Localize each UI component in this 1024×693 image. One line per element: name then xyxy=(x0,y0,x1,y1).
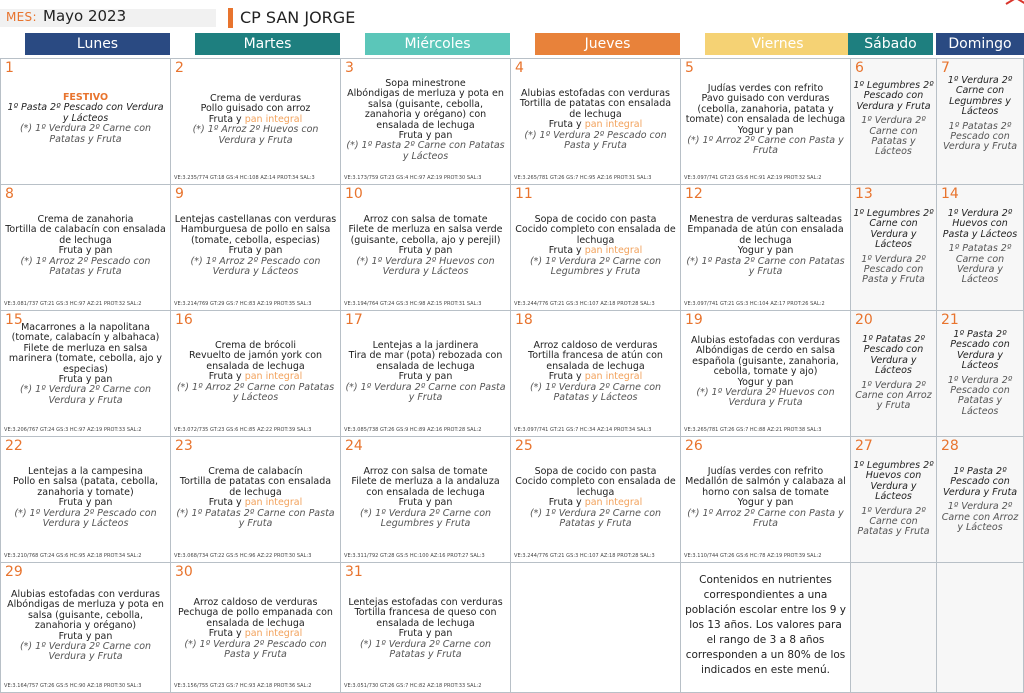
first-course: Sopa de cocido con pasta xyxy=(534,466,657,477)
dessert: Fruta y pan xyxy=(58,630,113,642)
main-menu: 1º Pasta 2º Pescado con Verdura y Lácteos xyxy=(7,102,164,124)
day-cell-11[interactable] xyxy=(510,184,681,311)
alt-menu: (*) 1º Arroz 2º Huevos con Verdura y Fruta xyxy=(192,124,319,146)
nutrition-info: VE:3.244/776 GT:21 GS:3 HC:107 AZ:18 PROT:28 SAL:3 xyxy=(514,301,655,307)
dessert: Fruta y pan integral xyxy=(208,371,303,383)
menu-text xyxy=(4,590,167,663)
alt-menu: (*) 1º Verdura 2º Huevos con Verdura y Lácteos xyxy=(356,255,495,278)
second-course: Pavo guisado con verduras (cebolla, zanahoria, patata y tomate) con ensalada de lechuga xyxy=(685,93,846,126)
menu-text xyxy=(4,467,167,529)
alt-menu: (*) 1º Verdura 2º Carne con Patatas y Fruta xyxy=(359,638,492,661)
dessert: Fruta y pan integral xyxy=(548,371,643,383)
day-number: 6 xyxy=(855,60,864,76)
day-sunday: Domingo xyxy=(936,33,1024,55)
menu-text xyxy=(344,341,507,403)
day-number: 23 xyxy=(175,438,193,454)
empty-cell xyxy=(850,562,937,693)
first-course: Crema de calabacín xyxy=(208,466,303,477)
month-value: Mayo 2023 xyxy=(43,7,127,25)
day-cell-31[interactable] xyxy=(340,562,511,693)
menu-text xyxy=(174,94,337,146)
first-course: Alubias estofadas con verduras xyxy=(521,88,670,99)
main-menu: 1º Legumbres 2º Carne con Verdura y Lácteos xyxy=(853,208,934,251)
day-number: 26 xyxy=(685,438,703,454)
first-course: Arroz caldoso de verduras xyxy=(193,597,318,608)
nutrition-info: VE:3.081/737 GT:21 GS:3 HC:97 AZ:21 PROT:32 SAL:2 xyxy=(4,301,142,307)
day-number: 20 xyxy=(855,312,873,328)
day-cell-7[interactable] xyxy=(936,58,1024,185)
day-number: 15 xyxy=(5,312,23,328)
second-course: Filete de merluza en salsa marinera (tomate, cebolla, ajo y especias) xyxy=(8,342,163,375)
school-accent-bar xyxy=(228,8,233,28)
nutrition-info: VE:3.265/781 GT:26 GS:7 HC:95 AZ:16 PROT:31 SAL:3 xyxy=(514,175,652,181)
day-number: 17 xyxy=(345,312,363,328)
main-menu: 1º Verdura 2º Carne con Legumbres y Lácteos xyxy=(947,75,1013,118)
first-course: Lentejas castellanas con verduras xyxy=(174,214,337,225)
day-cell-18[interactable] xyxy=(510,310,681,437)
menu-text xyxy=(514,89,677,151)
day-cell-26[interactable] xyxy=(680,436,851,563)
first-course: Sopa de cocido con pasta xyxy=(534,214,657,225)
dessert: Fruta y pan integral xyxy=(208,628,303,640)
main-menu: 1º Verdura 2º Huevos con Pasta y Lácteos xyxy=(942,208,1018,240)
second-course: Medallón de salmón y calabaza al horno con salsa de tomate xyxy=(685,476,846,498)
dessert: Fruta y pan xyxy=(398,497,453,509)
day-number: 11 xyxy=(515,186,533,202)
first-course: Alubias estofadas con verduras xyxy=(691,335,840,346)
dessert: Fruta y pan integral xyxy=(208,497,303,509)
first-course: Crema de verduras xyxy=(209,93,302,104)
month-label: MES: xyxy=(6,10,37,24)
alt-menu: (*) 1º Verdura 2º Huevos con Verdura y Fruta xyxy=(696,387,835,409)
menu-text xyxy=(514,341,677,403)
main-menu: 1º Legumbres 2º Huevos con Verdura y Lácteos xyxy=(853,460,934,503)
day-number: 19 xyxy=(685,312,703,328)
dessert: Fruta y pan xyxy=(398,628,453,640)
day-number: 3 xyxy=(345,60,354,76)
day-cell-6[interactable] xyxy=(850,58,937,185)
nutrition-note-cell xyxy=(680,562,851,693)
first-course: Judías verdes con refrito xyxy=(707,83,824,94)
first-course: Arroz con salsa de tomate xyxy=(363,214,488,225)
nutrition-note: Contenidos en nutrientes correspondientes a una población escolar entre los 9 y los 13 años. Los valores para el rango de 3 a 8 años corresponden a un 80% de los indicados en este menú. xyxy=(685,574,846,676)
weekday-header xyxy=(0,33,1024,55)
alt-menu: (*) 1º Verdura 2º Pescado con Pasta y Fruta xyxy=(524,129,667,152)
second-course: Tortilla de patatas con ensalada de lechuga xyxy=(179,476,332,498)
alt-menu: 1º Verdura 2º Pescado con Patatas y Lácteos xyxy=(947,374,1013,417)
menu-text xyxy=(344,215,507,277)
second-course: Tortilla de patatas con ensalada de lechuga xyxy=(519,98,672,120)
day-number: 28 xyxy=(941,438,959,454)
day-cell-23[interactable] xyxy=(170,436,341,563)
day-number: 4 xyxy=(515,60,524,76)
menu-text xyxy=(684,84,847,157)
day-cell-25[interactable] xyxy=(510,436,681,563)
month-field xyxy=(0,9,216,27)
main-menu: 1º Legumbres 2º Pescado con Verdura y Fruta xyxy=(853,80,934,112)
day-cell-20[interactable] xyxy=(850,310,937,437)
day-cell-3[interactable] xyxy=(340,58,511,185)
day-number: 18 xyxy=(515,312,533,328)
day-cell-15[interactable] xyxy=(0,310,171,437)
nutrition-info: VE:3.194/764 GT:24 GS:3 HC:98 AZ:15 PROT:31 SAL:3 xyxy=(344,301,482,307)
menu-text xyxy=(4,323,167,406)
alt-menu: (*) 1º Verdura 2º Carne con Verdura y Fruta xyxy=(19,384,152,406)
nutrition-info: VE:3.085/738 GT:26 GS:9 HC:89 AZ:16 PROT:28 SAL:2 xyxy=(344,427,482,433)
dessert: Fruta y pan xyxy=(398,371,453,383)
alt-menu: (*) 1º Verdura 2º Carne con Patatas y Lácteos xyxy=(529,381,662,404)
dessert: Fruta y pan integral xyxy=(548,119,643,131)
alt-menu: 1º Patatas 2º Pescado con Verdura y Fruta xyxy=(942,120,1018,153)
nutrition-info: VE:3.214/769 GT:29 GS:7 HC:83 AZ:19 PROT:35 SAL:3 xyxy=(174,301,312,307)
day-cell-27[interactable] xyxy=(850,436,937,563)
day-number: 31 xyxy=(345,564,363,580)
day-number: 14 xyxy=(941,186,959,202)
alt-menu: (*) 1º Pasta 2º Carne con Patatas y Lácteos xyxy=(346,140,505,162)
alt-menu: (*) 1º Verdura 2º Carne con Patatas y Fruta xyxy=(19,123,152,145)
day-cell-8[interactable] xyxy=(0,184,171,311)
alt-menu: (*) 1º Verdura 2º Carne con Legumbres y Fruta xyxy=(529,255,662,278)
second-course: Revuelto de jamón york con ensalada de lechuga xyxy=(188,350,323,372)
day-cell-1[interactable] xyxy=(0,58,171,185)
nutrition-info: VE:3.164/757 GT:26 GS:5 HC:90 AZ:18 PROT:30 SAL:3 xyxy=(4,683,142,689)
day-cell-9[interactable] xyxy=(170,184,341,311)
day-thursday: Jueves xyxy=(535,33,680,55)
main-menu: 1º Pasta 2º Pescado con Verdura y Fruta xyxy=(942,466,1018,498)
first-course: Sopa minestrone xyxy=(385,78,466,89)
day-cell-5[interactable] xyxy=(680,58,851,185)
empty-cell xyxy=(510,562,681,693)
nutrition-info: VE:3.068/734 GT:22 GS:5 HC:96 AZ:22 PROT:30 SAL:3 xyxy=(174,553,312,559)
day-cell-10[interactable] xyxy=(340,184,511,311)
day-number: 21 xyxy=(941,312,959,328)
first-course: Alubias estofadas con verduras xyxy=(11,589,160,600)
holiday-label: FESTIVO xyxy=(62,92,109,103)
day-number: 16 xyxy=(175,312,193,328)
second-course: Pollo en salsa (patata, cebolla, zanahoria y tomate) xyxy=(12,476,159,498)
first-course: Arroz caldoso de verduras xyxy=(533,340,658,351)
second-course: Tira de mar (pota) rebozada con ensalada de lechuga xyxy=(348,350,503,372)
dessert: Fruta y pan integral xyxy=(548,245,643,257)
menu-text xyxy=(514,467,677,529)
nutrition-info: VE:3.051/730 GT:26 GS:7 HC:82 AZ:18 PROT:33 SAL:2 xyxy=(344,683,482,689)
second-course: Cocido completo con ensalada de lechuga xyxy=(515,224,676,246)
day-cell-2[interactable] xyxy=(170,58,341,185)
alt-menu: (*) 1º Arroz 2º Carne con Patatas y Lácteos xyxy=(176,381,335,404)
second-course: Hamburguesa de pollo en salsa (tomate, cebolla, especias) xyxy=(180,224,331,246)
day-number: 29 xyxy=(5,564,23,580)
dessert: Fruta y pan xyxy=(58,245,113,257)
second-course: Filete de merluza a la andaluza con ensalada de lechuga xyxy=(351,476,500,498)
calendar-grid xyxy=(0,58,1024,693)
main-menu: 1º Pasta 2º Pescado con Verdura y Lácteos xyxy=(950,329,1010,372)
first-course: Crema de brócoli xyxy=(214,340,297,351)
dessert: Fruta y pan integral xyxy=(548,497,643,509)
alt-menu: (*) 1º Verdura 2º Carne con Patatas y Fruta xyxy=(529,507,662,530)
day-cell-19[interactable] xyxy=(680,310,851,437)
empty-cell xyxy=(936,562,1024,693)
dessert: Yogur y pan xyxy=(737,497,794,509)
day-cell-4[interactable] xyxy=(510,58,681,185)
menu-text xyxy=(344,79,507,162)
day-number: 2 xyxy=(175,60,184,76)
first-course: Lentejas estofadas con verduras xyxy=(348,597,503,608)
day-number: 10 xyxy=(345,186,363,202)
day-friday: Viernes xyxy=(705,33,850,55)
first-course: Menestra de verduras salteadas xyxy=(689,214,842,225)
second-course: Tortilla de calabacín con ensalada de lechuga xyxy=(5,224,166,246)
alt-menu: (*) 1º Verdura 2º Carne con Legumbres y Fruta xyxy=(359,507,492,530)
day-wednesday: Miércoles xyxy=(365,33,510,55)
alt-menu: (*) 1º Pasta 2º Carne con Patatas y Fruta xyxy=(686,255,845,278)
nutrition-info: VE:3.265/781 GT:26 GS:7 HC:88 AZ:21 PROT:38 SAL:3 xyxy=(684,427,822,433)
second-course: Tortilla francesa de atún con ensalada de lechuga xyxy=(528,350,663,372)
day-monday: Lunes xyxy=(25,33,170,55)
menu-text xyxy=(174,467,337,529)
nutrition-info: VE:3.210/768 GT:24 GS:6 HC:95 AZ:18 PROT:34 SAL:2 xyxy=(4,553,142,559)
first-course: Judías verdes con refrito xyxy=(707,466,824,477)
nutrition-info: VE:3.206/767 GT:24 GS:3 HC:97 AZ:19 PROT:33 SAL:2 xyxy=(4,427,142,433)
menu-text xyxy=(174,215,337,277)
second-course: Albóndigas de cerdo en salsa española (guisante, zanahoria, cebolla, tomate y ajo) xyxy=(692,345,839,378)
day-number: 9 xyxy=(175,186,184,202)
day-number: 7 xyxy=(941,60,950,76)
nutrition-info: VE:3.097/741 GT:23 GS:6 HC:91 AZ:19 PROT:32 SAL:2 xyxy=(684,175,822,181)
alt-menu: 1º Verdura 2º Carne con Patatas y Fruta xyxy=(857,505,930,538)
dessert: Yogur y pan xyxy=(737,124,794,136)
day-cell-16[interactable] xyxy=(170,310,341,437)
first-course: Arroz con salsa de tomate xyxy=(363,466,488,477)
dessert: Fruta y pan integral xyxy=(208,113,303,125)
day-cell-28[interactable] xyxy=(936,436,1024,563)
nutrition-info: VE:3.244/776 GT:21 GS:3 HC:107 AZ:18 PROT:28 SAL:3 xyxy=(514,553,655,559)
nutrition-info: VE:3.097/741 GT:21 GS:3 HC:104 AZ:17 PROT:26 SAL:2 xyxy=(684,301,825,307)
day-saturday: Sábado xyxy=(848,33,933,55)
second-course: Pollo guisado con arroz xyxy=(200,103,311,115)
menu-text xyxy=(853,81,934,158)
menu-text xyxy=(4,215,167,277)
day-cell-17[interactable] xyxy=(340,310,511,437)
second-course: Filete de merluza en salsa verde (guisante, cebolla, ajo y perejil) xyxy=(348,224,503,246)
day-number: 24 xyxy=(345,438,363,454)
day-number: 12 xyxy=(685,186,703,202)
dessert: Fruta y pan xyxy=(58,374,113,386)
menu-text xyxy=(853,335,934,412)
first-course: Macarrones a la napolitana (tomate, calabacín y albahaca) xyxy=(11,322,160,344)
day-number: 8 xyxy=(5,186,14,202)
alt-menu: 1º Patatas 2º Carne con Verdura y Lácteos xyxy=(948,243,1012,286)
alt-menu: 1º Verdura 2º Pescado con Pasta y Fruta xyxy=(861,253,926,286)
alt-menu: (*) 1º Verdura 2º Pescado con Verdura y Lácteos xyxy=(14,507,157,530)
day-number: 22 xyxy=(5,438,23,454)
corner-logo-icon xyxy=(1004,0,1024,6)
day-cell-13[interactable] xyxy=(850,184,937,311)
day-number: 1 xyxy=(5,60,14,76)
day-cell-30[interactable] xyxy=(170,562,341,693)
menu-text xyxy=(853,461,934,538)
menu-text xyxy=(684,336,847,409)
alt-menu: 1º Verdura 2º Carne con Arroz y Fruta xyxy=(855,379,932,412)
dessert: Fruta y pan xyxy=(58,497,113,509)
nutrition-info: VE:3.311/792 GT:28 GS:5 HC:100 AZ:16 PROT:27 SAL:3 xyxy=(344,553,485,559)
day-number: 25 xyxy=(515,438,533,454)
alt-menu: (*) 1º Verdura 2º Pescado con Pasta y Fruta xyxy=(184,638,327,661)
first-course: Crema de zanahoria xyxy=(37,214,134,225)
day-cell-24[interactable] xyxy=(340,436,511,563)
nutrition-info: VE:3.097/741 GT:21 GS:7 HC:34 AZ:14 PROT:34 SAL:3 xyxy=(514,427,652,433)
school-name: CP SAN JORGE xyxy=(240,8,356,27)
day-tuesday: Martes xyxy=(195,33,340,55)
alt-menu: (*) 1º Arroz 2º Pescado con Patatas y Fruta xyxy=(20,255,151,278)
menu-text xyxy=(174,341,337,403)
menu-text xyxy=(939,330,1021,417)
dessert: Fruta y pan xyxy=(228,245,283,257)
nutrition-info: VE:3.072/735 GT:23 GS:6 HC:85 AZ:22 PROT:39 SAL:3 xyxy=(174,427,312,433)
first-course: Lentejas a la campesina xyxy=(28,466,143,477)
alt-menu: (*) 1º Arroz 2º Carne con Pasta y Fruta xyxy=(687,507,844,530)
second-course: Albóndigas de merluza y pota en salsa (guisante, cebolla, zanahoria y orégano) xyxy=(7,599,164,632)
menu-text xyxy=(514,215,677,277)
menu-text xyxy=(4,93,167,145)
nutrition-info: VE:3.235/774 GT:18 GS:4 HC:108 AZ:14 PROT:34 SAL:3 xyxy=(174,175,315,181)
menu-text xyxy=(853,209,934,286)
alt-menu: (*) 1º Verdura 2º Carne con Pasta y Fruta xyxy=(345,381,506,404)
nutrition-info: VE:3.173/759 GT:23 GS:4 HC:97 AZ:19 PROT:30 SAL:3 xyxy=(344,175,482,181)
alt-menu: 1º Verdura 2º Carne con Patatas y Lácteos xyxy=(861,115,926,158)
alt-menu: (*) 1º Arroz 2º Pescado con Verdura y Lácteos xyxy=(190,255,321,278)
menu-text xyxy=(939,209,1021,286)
menu-text xyxy=(174,598,337,660)
alt-menu: (*) 1º Patatas 2º Carne con Pasta y Fruta xyxy=(176,507,335,530)
menu-text xyxy=(344,467,507,529)
day-number: 13 xyxy=(855,186,873,202)
day-cell-22[interactable] xyxy=(0,436,171,563)
header xyxy=(0,0,1024,30)
day-number: 30 xyxy=(175,564,193,580)
nutrition-info: VE:3.156/755 GT:23 GS:7 HC:93 AZ:18 PROT:36 SAL:2 xyxy=(174,683,312,689)
menu-text xyxy=(939,76,1021,153)
menu-text xyxy=(939,467,1021,533)
second-course: Pechuga de pollo empanada con ensalada de lechuga xyxy=(178,607,333,629)
alt-menu: (*) 1º Verdura 2º Carne con Verdura y Fruta xyxy=(19,641,152,663)
day-number: 5 xyxy=(685,60,694,76)
dessert: Yogur y pan xyxy=(737,245,794,257)
nutrition-info: VE:3.110/744 GT:26 GS:6 HC:78 AZ:19 PROT:39 SAL:2 xyxy=(684,553,822,559)
dessert: Fruta y pan xyxy=(398,245,453,257)
second-course: Tortilla francesa de queso con ensalada de lechuga xyxy=(354,607,497,629)
dessert: Yogur y pan xyxy=(737,376,794,388)
second-course: Albóndigas de merluza y pota en salsa (guisante, cebolla, zanahoria y orégano) con ensalada de lechuga xyxy=(347,88,504,131)
day-cell-29[interactable] xyxy=(0,562,171,693)
alt-menu: 1º Verdura 2º Carne con Arroz y Lácteos xyxy=(941,501,1019,534)
day-cell-12[interactable] xyxy=(680,184,851,311)
dessert: Fruta y pan xyxy=(398,130,453,142)
menu-text xyxy=(684,467,847,529)
day-cell-21[interactable] xyxy=(936,310,1024,437)
second-course: Cocido completo con ensalada de lechuga xyxy=(515,476,676,498)
day-number: 27 xyxy=(855,438,873,454)
menu-text xyxy=(684,215,847,277)
main-menu: 1º Patatas 2º Pescado con Verdura y Lácteos xyxy=(862,334,925,377)
first-course: Lentejas a la jardinera xyxy=(372,340,479,351)
alt-menu: (*) 1º Arroz 2º Carne con Pasta y Fruta xyxy=(687,135,844,157)
menu-text xyxy=(344,598,507,660)
day-cell-14[interactable] xyxy=(936,184,1024,311)
second-course: Empanada de atún con ensalada de lechuga xyxy=(687,224,844,246)
